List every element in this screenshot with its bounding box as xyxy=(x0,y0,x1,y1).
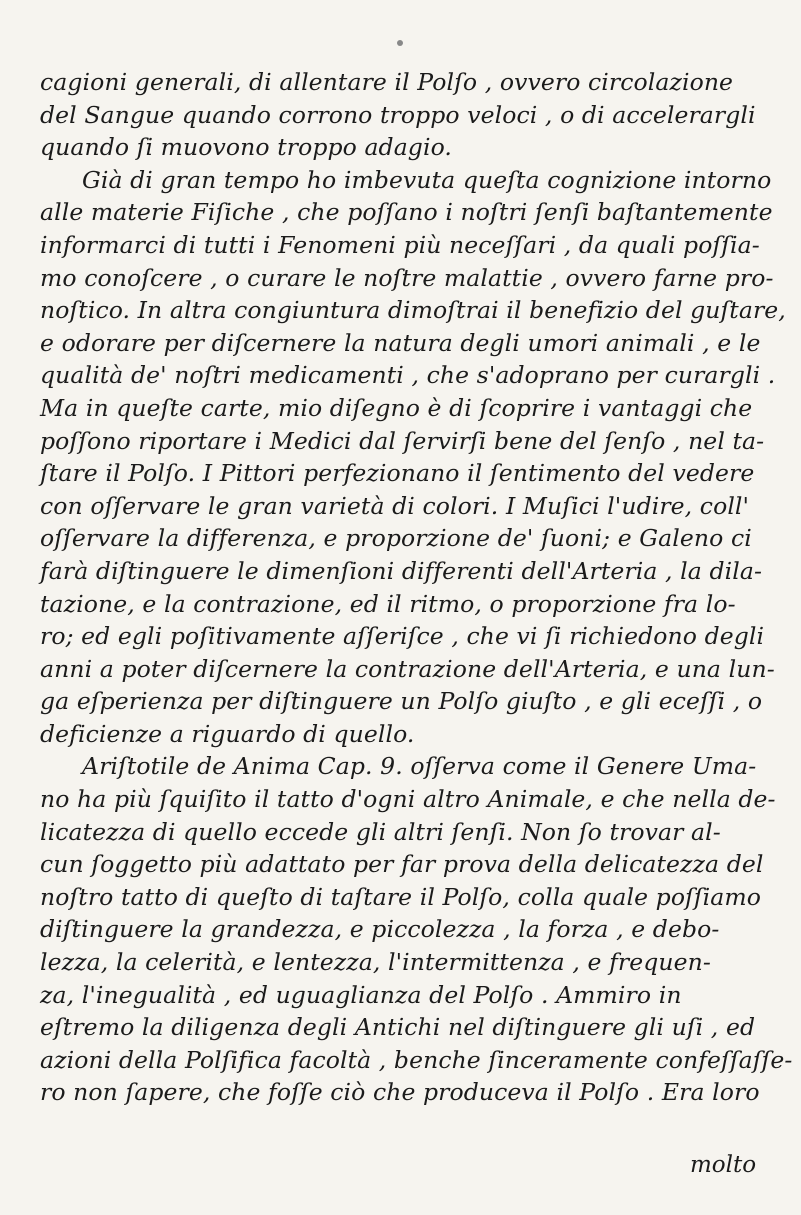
text-line: poſſono riportare i Medici dal ſervirſi bene del ſenſo , nel ta- xyxy=(40,426,765,455)
text-line: anni a poter diſcernere la contrazione dell'Arteria, e una lun- xyxy=(40,654,775,683)
catchword: molto xyxy=(690,1152,757,1178)
text-line: e odorare per diſcernere la natura degli umori animali , e le xyxy=(40,328,761,357)
text-line: ſtare il Polſo. I Pittori perfezionano il ſentimento del vedere xyxy=(40,459,755,488)
text-line: qualità de' noſtri medicamenti , che s'adoprano per curargli . xyxy=(40,361,776,390)
text-line: ro non ſapere, che foſſe ciò che produceva il Polſo . Era loro xyxy=(40,1078,760,1107)
text-line: za, l'inegualità , ed uguaglianza del Polſo . Ammiro in xyxy=(40,980,682,1009)
text-line: mo conoſcere , o curare le noſtre malattie , ovvero farne pro- xyxy=(40,263,774,292)
text-line: quando ſi muovono troppo adagio. xyxy=(40,133,452,162)
text-line: cun ſoggetto più adattato per far prova della delicatezza del xyxy=(40,850,764,879)
text-line: del Sangue quando corrono troppo veloci , o di accelerargli xyxy=(40,100,756,129)
text-line: noſtico. In altra congiuntura dimoſtrai il benefizio del guſtare, xyxy=(40,296,786,325)
text-line: no ha più ſquiſito il tatto d'ogni altro Animale, e che nella de- xyxy=(40,785,776,814)
text-line: licatezza di quello eccede gli altri ſenſi. Non ſo trovar al- xyxy=(40,817,721,846)
text-line: diſtinguere la grandezza, e piccolezza , la forza , e debo- xyxy=(40,915,720,944)
text-line: deficienze a riguardo di quello. xyxy=(40,719,415,748)
paragraph-start-line: Ariſtotile de Anima Cap. 9. oſſerva come il Genere Uma- xyxy=(82,752,757,781)
text-line: ro; ed egli poſitivamente aſſeriſce , che vi ſi richiedono degli xyxy=(40,622,765,651)
text-line: noſtro tatto di queſto di taſtare il Polſo, colla quale poſſiamo xyxy=(40,882,762,911)
text-line: ga eſperienza per diſtinguere un Polſo giuſto , e gli eceſſi , o xyxy=(40,687,763,716)
text-line: Ma in queſte carte, mio diſegno è di ſcoprire i vantaggi che xyxy=(40,393,753,422)
text-line: azioni della Polſifica facoltà , benche ſinceramente confeſſaſſe- xyxy=(40,1045,793,1074)
text-line: farà diſtinguere le dimenſioni differenti dell'Arteria , la dila- xyxy=(40,556,762,585)
text-line: cagioni generali, di allentare il Polſo , ovvero circolazione xyxy=(40,68,734,96)
text-line: con oſſervare le gran varietà di colori. I Muſici l'udire, coll' xyxy=(40,491,750,520)
paragraph-start-line: Già di gran tempo ho imbevuta queſta cognizione intorno xyxy=(82,165,772,194)
page-text xyxy=(40,66,793,1109)
text-line: informarci di tutti i Fenomeni più neceſſari , da quali poſſia- xyxy=(40,230,760,259)
text-line: lezza, la celerità, e lentezza, l'intermittenza , e frequen- xyxy=(40,948,711,977)
text-line: eſtremo la diligenza degli Antichi nel diſtinguere gli uſi , ed xyxy=(40,1013,756,1042)
text-line: alle materie Fiſiche , che poſſano i noſtri ſenſi baſtantemente xyxy=(40,198,773,227)
text-line: tazione, e la contrazione, ed il ritmo, o proporzione fra lo- xyxy=(40,589,736,618)
text-line: oſſervare la differenza, e proporzione de' ſuoni; e Galeno ci xyxy=(40,524,752,553)
ink-speck xyxy=(397,40,403,46)
